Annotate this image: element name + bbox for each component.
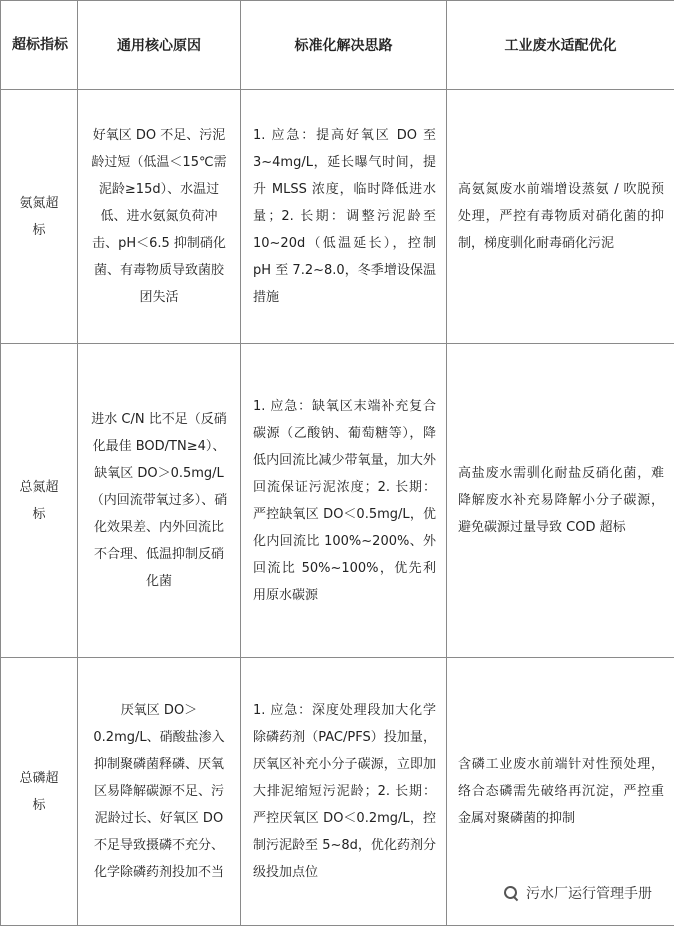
row-cause: 厌氧区 DO＞0.2mg/L、硝酸盐渗入抑制聚磷菌释磷、厌氧区易降解碳源不足、污泥龄过长、好氧区 DO 不足导致摄磷不充分、化学除磷药剂投加不当 <box>78 658 241 926</box>
row-cause: 好氧区 DO 不足、污泥龄过短（低温＜15℃需泥龄≥15d）、水温过低、进水氨氮负荷冲击、pH＜6.5 抑制硝化菌、有毒物质导致菌胶团失活 <box>78 90 241 344</box>
row-indicator: 总氮超标 <box>1 344 78 658</box>
watermark <box>500 880 656 906</box>
row-plan: 1. 应急：缺氧区末端补充复合碳源（乙酸钠、葡萄糖等），降低内回流比减少带氧量，加大外回流保证污泥浓度；2. 长期：严控缺氧区 DO＜0.5mg/L，优化内回流比 100%~200%、外回流比 50%~100%，优先利用原水碳源 <box>241 344 447 658</box>
header-indicator: 超标指标 <box>1 1 78 90</box>
row-optimization: 高盐废水需驯化耐盐反硝化菌，难降解废水补充易降解小分子碳源，避免碳源过量导致 COD 超标 <box>447 344 674 658</box>
row-indicator: 总磷超标 <box>1 658 78 926</box>
row-cause: 进水 C/N 比不足（反硝化最佳 BOD/TN≥4）、缺氧区 DO＞0.5mg/L（内回流带氧过多）、硝化效果差、内外回流比不合理、低温抑制反硝化菌 <box>78 344 241 658</box>
watermark-text: 污水厂运行管理手册 <box>526 883 652 903</box>
search-icon <box>504 886 518 900</box>
header-optimization: 工业废水适配优化 <box>447 1 674 90</box>
row-optimization: 含磷工业废水前端针对性预处理，络合态磷需先破络再沉淀，严控重金属对聚磷菌的抑制 <box>447 658 674 926</box>
row-plan: 1. 应急：提高好氧区 DO 至 3~4mg/L，延长曝气时间，提升 MLSS 浓度，临时降低进水量；2. 长期：调整污泥龄至 10~20d（低温延长），控制 pH 至 7.2~8.0，冬季增设保温措施 <box>241 90 447 344</box>
row-optimization: 高氨氮废水前端增设蒸氨 / 吹脱预处理，严控有毒物质对硝化菌的抑制，梯度驯化耐毒硝化污泥 <box>447 90 674 344</box>
header-plan: 标准化解决思路 <box>241 1 447 90</box>
row-indicator: 氨氮超标 <box>1 90 78 344</box>
table-row <box>1 344 674 658</box>
table-header-row <box>1 1 674 90</box>
row-plan: 1. 应急：深度处理段加大化学除磷药剂（PAC/PFS）投加量，厌氧区补充小分子碳源，立即加大排泥缩短污泥龄；2. 长期：严控厌氧区 DO＜0.2mg/L，控制污泥龄至 5~8d，优化药剂分级投加点位 <box>241 658 447 926</box>
table-row <box>1 90 674 344</box>
header-cause: 通用核心原因 <box>78 1 241 90</box>
